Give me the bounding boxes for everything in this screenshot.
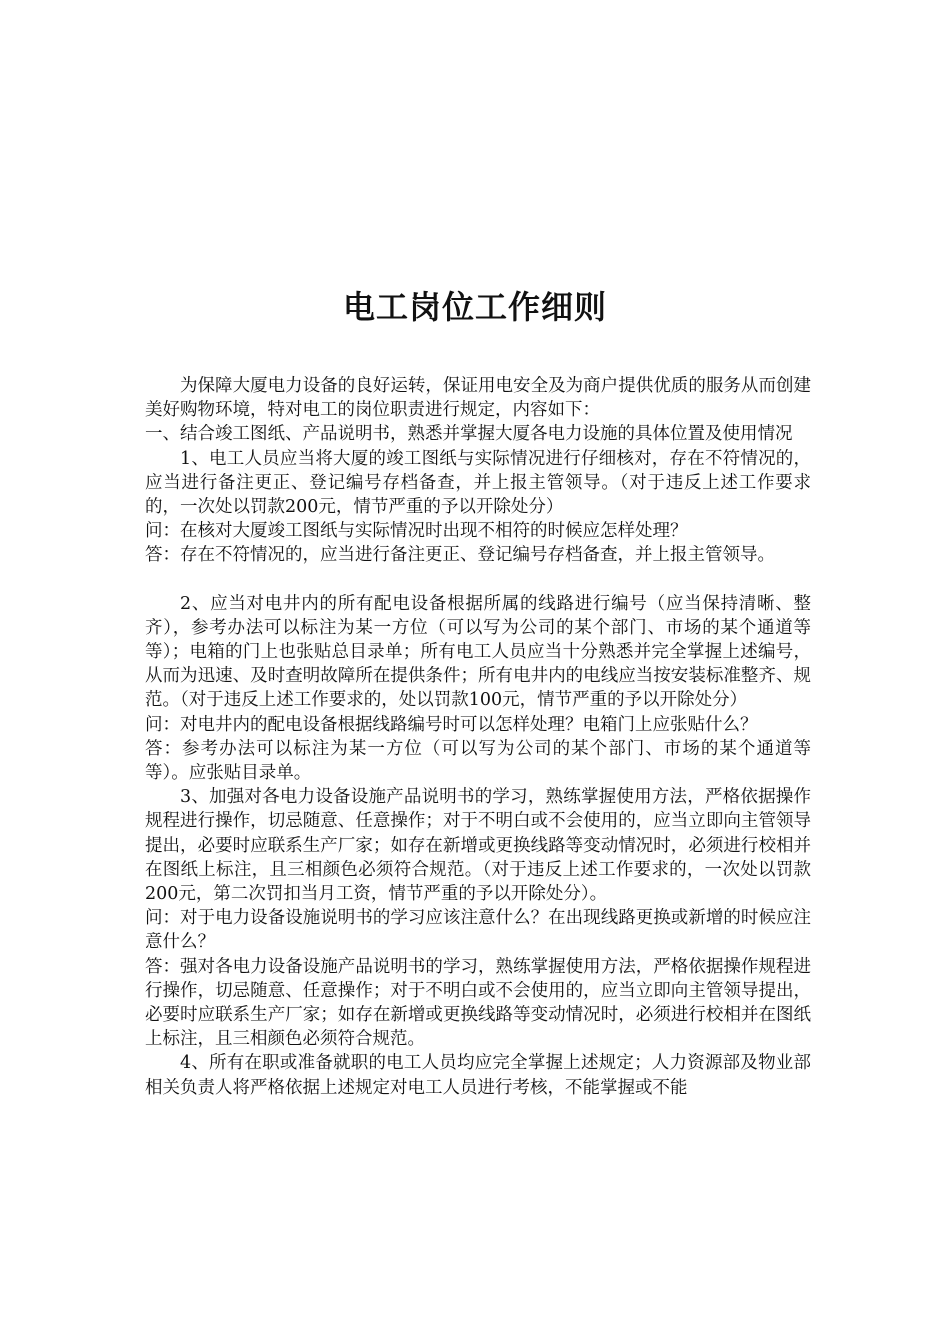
document-title: 电工岗位工作细则 bbox=[342, 288, 607, 326]
answer-3: 答：强对各电力设备设施产品说明书的学习，熟练掌握使用方法，严格依据操作规程进行操作，切忌随意、任意操作；对于不明白或不会使用的，应当立即向主管领导提出，必要时应联系生产厂家；如存在新增或更换线路等变动情况时，必须进行校相并在图纸上标注，且三相颜色必须符合规范。 bbox=[145, 956, 811, 1050]
document-body bbox=[145, 374, 811, 1100]
clause-4: 4、所有在职或准备就职的电工人员均应完全掌握上述规定；人力资源部及物业部相关负责人将严格依据上述规定对电工人员进行考核，不能掌握或不能 bbox=[145, 1053, 811, 1098]
answer-2: 答：参考办法可以标注为某一方位（可以写为公司的某个部门、市场的某个通道等等）。应张贴目录单。 bbox=[145, 738, 811, 784]
question-2: 问：对电井内的配电设备根据线路编号时可以怎样处理？电箱门上应张贴什么？ bbox=[145, 714, 758, 735]
question-1: 问：在核对大厦竣工图纸与实际情况时出现不相符的时候应怎样处理？ bbox=[145, 521, 688, 542]
clause-1: 1、电工人员应当将大厦的竣工图纸与实际情况进行仔细核对，存在不符情况的，应当进行备注更正、登记编号存档备查，并上报主管领导。（对于违反上述工作要求的，一次处以罚款200元，情节严重的予以开除处分） bbox=[145, 448, 811, 518]
paragraph-intro: 为保障大厦电力设备的良好运转，保证用电安全及为商户提供优质的服务从而创建美好购物环境，特对电工的岗位职责进行规定，内容如下： bbox=[145, 376, 811, 421]
question-3: 问：对于电力设备设施说明书的学习应该注意什么？在出现线路更换或新增的时候应注意什么？ bbox=[145, 908, 811, 953]
clause-3: 3、加强对各电力设备设施产品说明书的学习，熟练掌握使用方法，严格依据操作规程进行操作，切忌随意、任意操作；对于不明白或不会使用的，应当立即向主管领导提出，必要时应联系生产厂家；如存在新增或更换线路等变动情况时，必须进行校相并在图纸上标注，且三相颜色必须符合规范。（对于违反上述工作要求的，一次处以罚款200元，第二次罚扣当月工资，情节严重的予以开除处分）。 bbox=[145, 787, 811, 905]
paragraph-gap bbox=[145, 568, 811, 592]
answer-1: 答：存在不符情况的，应当进行备注更正、登记编号存档备查，并上报主管领导。 bbox=[145, 545, 775, 566]
clause-2: 2、应当对电井内的所有配电设备根据所属的线路进行编号（应当保持清晰、整齐），参考办法可以标注为某一方位（可以写为公司的某个部门、市场的某个通道等等）；电箱的门上也张贴总目录单；所有电工人员应当十分熟悉并完全掌握上述编号，从而为迅速、及时查明故障所在提供条件；所有电井内的电线应当按安装标准整齐、规范。（对于违反上述工作要求的，处以罚款100元，情节严重的予以开除处分） bbox=[145, 593, 811, 711]
section-heading-1: 一、结合竣工图纸、产品说明书，熟悉并掌握大厦各电力设施的具体位置及使用情况 bbox=[145, 424, 793, 445]
